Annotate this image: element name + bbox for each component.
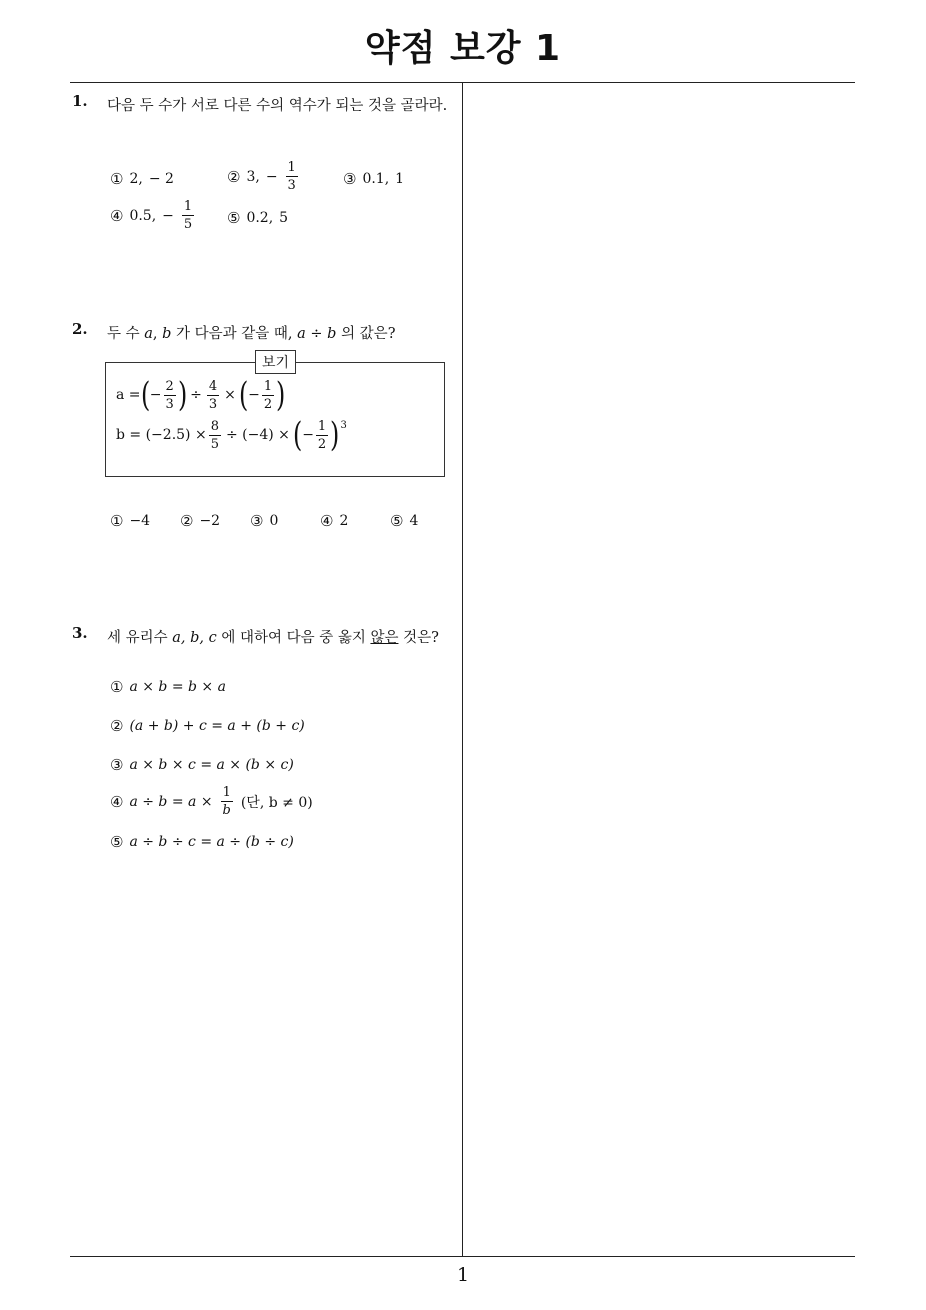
question-text: 다음 두 수가 서로 다른 수의 역수가 되는 것을 골라라. xyxy=(107,98,448,114)
equation-a: a = ( − $\frac{2}{3}$ ) ÷ $\frac{4}{3}$ × ( − $\frac{1}{2}$ ) xyxy=(116,375,286,415)
fraction: $\frac{1}{3}$ xyxy=(287,160,296,193)
q1-option-1[interactable] xyxy=(110,170,174,188)
option-mark: ④ xyxy=(110,792,124,811)
option-mark: ④ xyxy=(110,206,124,225)
q3-option-1[interactable] xyxy=(110,678,226,696)
option-mark: ① xyxy=(110,170,124,188)
question-number: 1. xyxy=(72,92,88,110)
option-mark: ⑤ xyxy=(110,833,124,851)
equation-b: b = (−2.5) × $\frac{8}{5}$ ÷ (−4) × ( − $\frac{1}{2}$ ) 3 xyxy=(116,415,347,455)
option-value: 3, xyxy=(246,168,260,185)
q3-option-3[interactable] xyxy=(110,756,294,774)
option-sign: − xyxy=(265,168,278,185)
footer-rule xyxy=(70,1256,855,1257)
q2-option-4[interactable] xyxy=(320,512,348,530)
option-value: − 2 xyxy=(148,171,174,187)
q1-option-4[interactable] xyxy=(110,200,196,231)
option-expression: a × b = b × a xyxy=(129,679,226,695)
q1-option-5[interactable] xyxy=(227,209,288,227)
option-value: 0 xyxy=(269,513,279,529)
option-value: 4 xyxy=(409,513,419,529)
underlined-word: 않은 xyxy=(370,630,399,646)
question-number: 2. xyxy=(72,320,88,338)
option-mark: ② xyxy=(227,167,241,186)
question-number: 3. xyxy=(72,624,88,642)
option-mark: ① xyxy=(110,512,124,530)
option-expression: a ÷ b ÷ c = a ÷ (b ÷ c) xyxy=(129,834,294,850)
option-sign: − xyxy=(162,207,174,224)
fraction: $\frac{1}{b}$ xyxy=(222,785,231,818)
example-box-label: 보기 xyxy=(255,350,296,374)
q3-option-2[interactable] xyxy=(110,717,305,735)
option-value: −2 xyxy=(199,513,221,529)
option-mark: ① xyxy=(110,678,124,696)
option-expression: a ÷ b = a × xyxy=(129,793,213,810)
option-mark: ② xyxy=(180,512,194,530)
option-mark: ③ xyxy=(250,512,264,530)
fraction: $\frac{1}{5}$ xyxy=(183,199,193,232)
q2-option-3[interactable] xyxy=(250,512,278,530)
option-expression: (a + b) + c = a + (b + c) xyxy=(129,718,305,734)
option-note: (단, b ≠ 0) xyxy=(240,794,313,811)
question-text: 두 수 a, b 가 다음과 같을 때, a ÷ b 의 값은? xyxy=(107,326,396,342)
page-number: 1 xyxy=(456,1264,470,1286)
option-value: 1 xyxy=(395,171,405,187)
option-value: −4 xyxy=(129,513,151,529)
option-value: 2 xyxy=(339,513,349,529)
option-expression: a × b × c = a × (b × c) xyxy=(129,757,294,773)
option-mark: ④ xyxy=(320,512,334,530)
option-value: 0.1, xyxy=(362,171,390,187)
q2-option-5[interactable] xyxy=(390,512,418,530)
q2-option-2[interactable] xyxy=(180,512,220,530)
q1-option-3[interactable] xyxy=(343,170,404,188)
column-divider xyxy=(462,83,463,1257)
q3-option-5[interactable] xyxy=(110,833,294,851)
option-value: 5 xyxy=(279,210,289,226)
option-value: 0.2, xyxy=(246,210,274,226)
option-mark: ⑤ xyxy=(390,512,404,530)
q1-option-2[interactable] xyxy=(227,161,300,192)
option-mark: ⑤ xyxy=(227,209,241,227)
q3-option-4[interactable] xyxy=(110,786,313,817)
option-mark: ② xyxy=(110,717,124,735)
option-mark: ③ xyxy=(343,170,357,188)
page-title: 약점 보강 1 xyxy=(364,28,562,69)
option-mark: ③ xyxy=(110,756,124,774)
option-value: 0.5, xyxy=(129,207,157,224)
question-text: 세 유리수 a, b, c 에 대하여 다음 중 옳지 않은 것은? xyxy=(107,630,439,646)
q2-option-1[interactable] xyxy=(110,512,150,530)
option-value: 2, xyxy=(129,171,143,187)
